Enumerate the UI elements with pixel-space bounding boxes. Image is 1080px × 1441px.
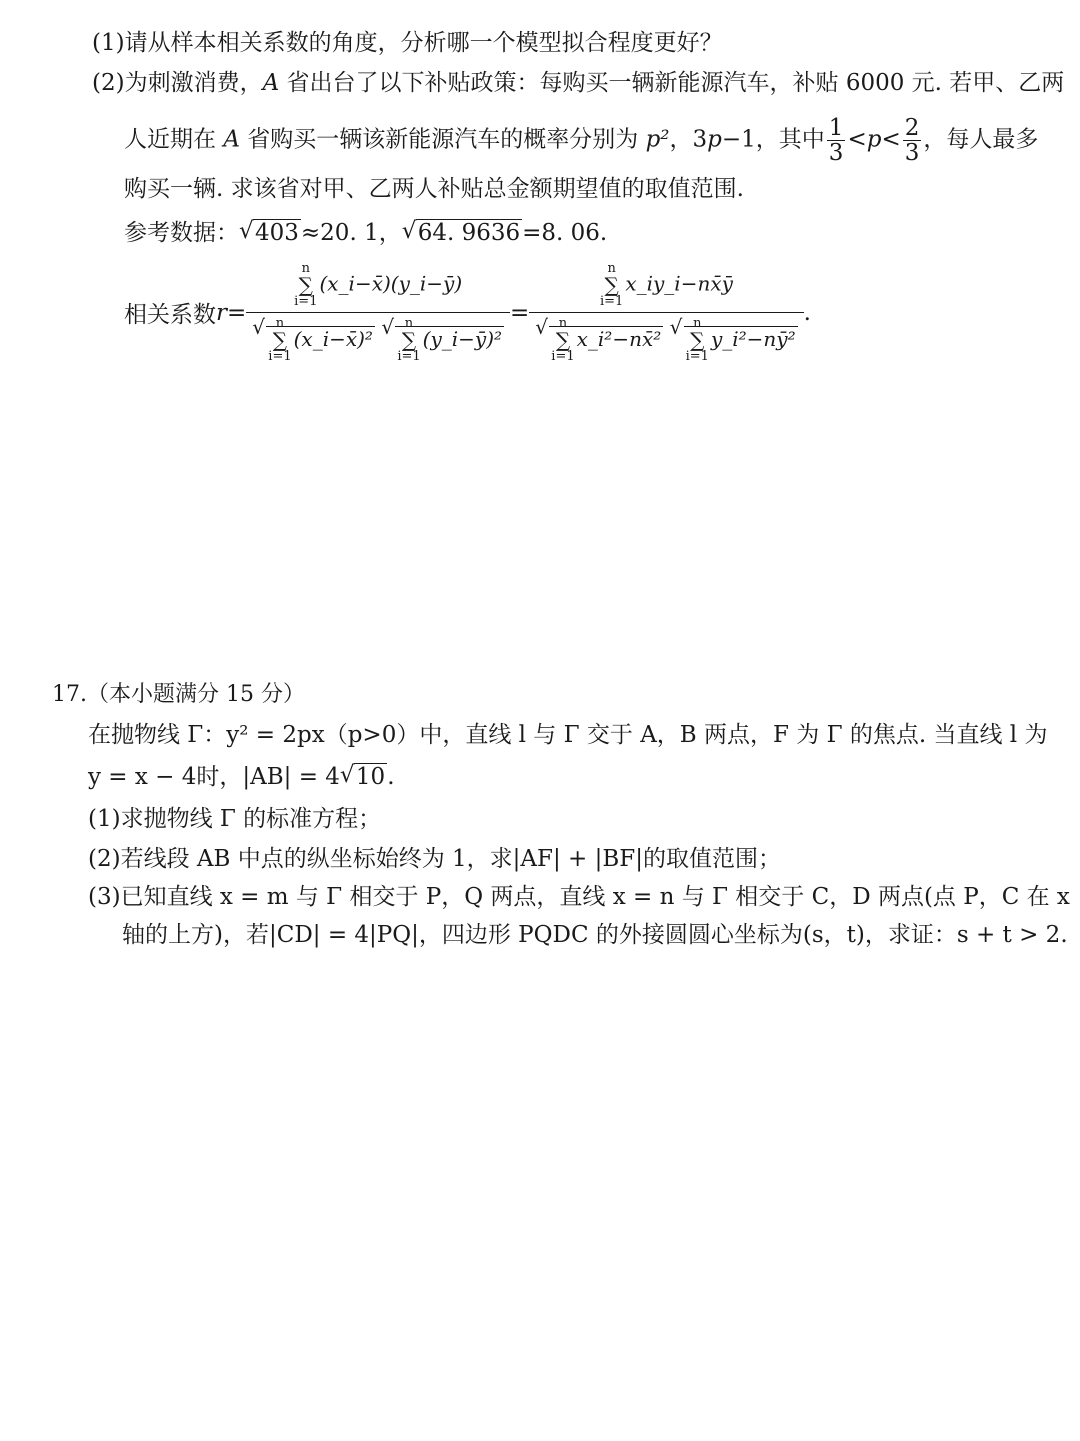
sqrt-10: √ 10 bbox=[340, 762, 387, 792]
fraction-two-thirds: $\frac{2}{3}$ bbox=[904, 115, 920, 167]
correlation-formula: 相关系数 r = n ∑ i=1(x_i−x̄)(y_i−ȳ) √ n ∑ i=1(x_i−x̄)² √ n ∑ i=1(y_i−ȳ)² = n ∑ i=1x_iy_i−nx̄ȳ √ n ∑ i=1x_i²−nx̄² √ n ∑ i=1y_i²−nȳ² . bbox=[124, 262, 811, 363]
sqrt-64-9636: √ 64. 9636 bbox=[402, 218, 522, 248]
formula-fraction-1: n ∑ i=1(x_i−x̄)(y_i−ȳ) √ n ∑ i=1(x_i−x̄)² √ n ∑ i=1(y_i−ȳ)² bbox=[246, 262, 510, 363]
sqrt-403: √ 403 bbox=[239, 218, 301, 248]
q17-part3-line1: (3)已知直线 x = m 与 Γ 相交于 P，Q 两点，直线 x = n 与 Γ 相交于 C，D 两点(点 P，C 在 x bbox=[88, 884, 1070, 910]
formula-fraction-2: n ∑ i=1x_iy_i−nx̄ȳ √ n ∑ i=1x_i²−nx̄² √ n ∑ i=1y_i²−nȳ² bbox=[529, 262, 803, 363]
q17-stem-line2: y = x − 4时，|AB| = 4√ 10. bbox=[88, 762, 395, 792]
q17-part1: (1)求抛物线 Γ 的标准方程； bbox=[88, 806, 382, 832]
q17-stem-line1: 在抛物线 Γ：y² = 2px（p>0）中，直线 l 与 Γ 交于 A，B 两点，F 为 Γ 的焦点. 当直线 l 为 bbox=[88, 722, 1048, 748]
q16-part1: (1)请从样本相关系数的角度，分析哪一个模型拟合程度更好？ bbox=[92, 30, 723, 56]
q16-part2-line3: 购买一辆. 求该省对甲、乙两人补贴总金额期望值的取值范围. bbox=[124, 176, 744, 202]
q17-header: 17.（本小题满分 15 分） bbox=[52, 682, 305, 707]
q17-part2: (2)若线段 AB 中点的纵坐标始终为 1，求|AF| + |BF|的取值范围； bbox=[88, 846, 781, 872]
sum-symbol: n ∑ i=1 bbox=[294, 261, 318, 309]
q16-part2-line1: (2)为刺激消费，A 省出台了以下补贴政策：每购买一辆新能源汽车，补贴 6000 元. 若甲、乙两 bbox=[92, 70, 1065, 96]
q16-part2-line2: 人近期在 A 省购买一辆该新能源汽车的概率分别为 p²，3p−1，其中 $\frac{1}{3}$ <p< $\frac{2}{3}$ ，每人最多 bbox=[124, 115, 1039, 167]
q17-part3-line2: 轴的上方)，若|CD| = 4|PQ|，四边形 PQDC 的外接圆圆心坐标为(s，t)，求证：s + t > 2. bbox=[122, 922, 1068, 948]
q16-reference-data: 参考数据：√ 403≈20. 1，√ 64. 9636=8. 06. bbox=[124, 218, 607, 248]
fraction-one-third: $\frac{1}{3}$ bbox=[828, 115, 844, 167]
